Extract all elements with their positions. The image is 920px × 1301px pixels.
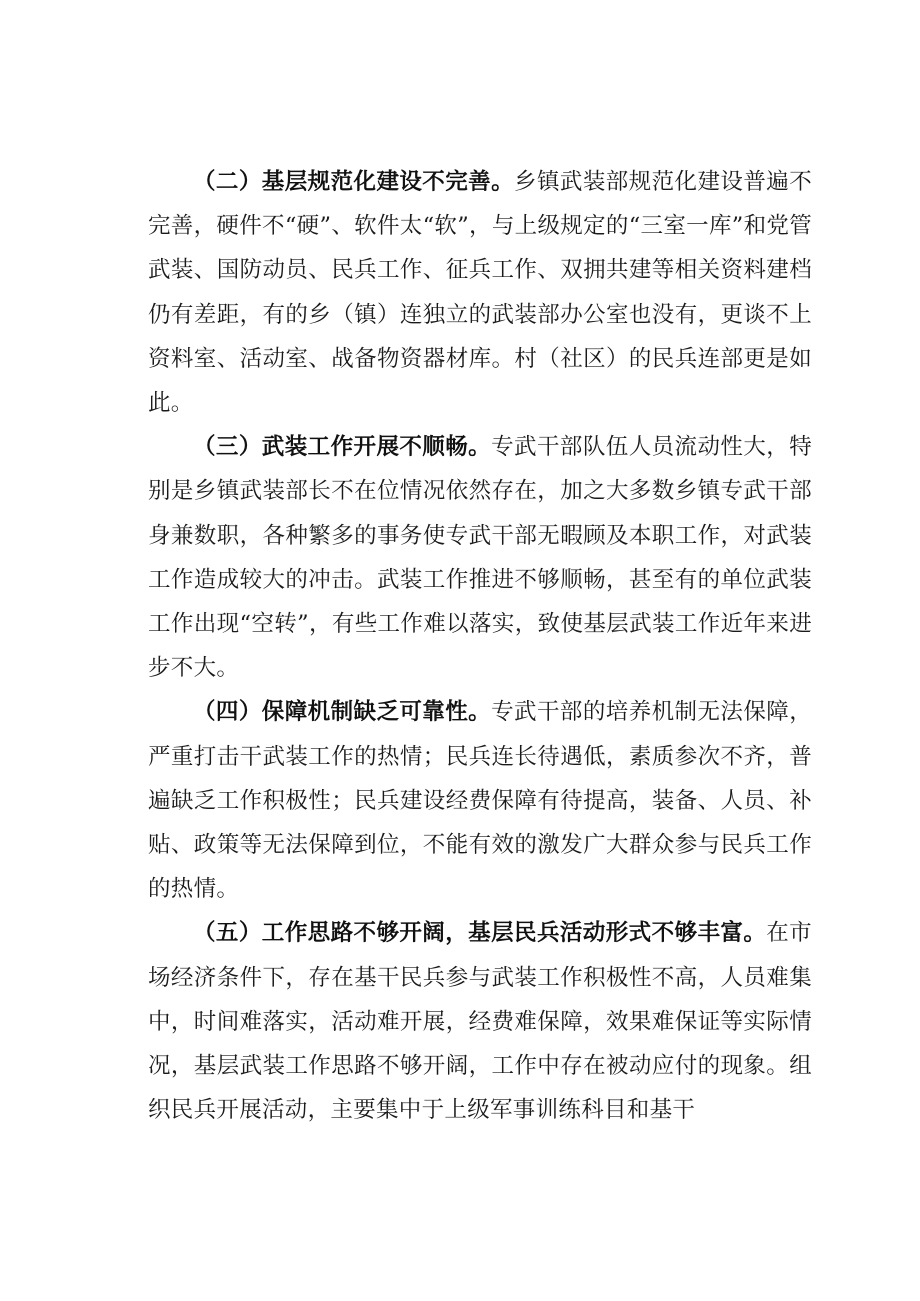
document-body: [148, 160, 812, 1132]
paragraph-4-text: 专武干部的培养机制无法保障，严重打击干武装工作的热情；民兵连长待遇低，素质参次不齐，普遍缺乏工作积极性；民兵建设经费保障有待提高，装备、人员、补贴、政策等无法保障到位，不能有效的激发广大群众参与民兵工作的热情。: [148, 699, 813, 903]
paragraph-2: [148, 160, 812, 425]
paragraph-3-text: 专武干部队伍人员流动性大，特别是乡镇武装部长不在位情况依然存在，加之大多数乡镇专武干部身兼数职，各种繁多的事务使专武干部无暇顾及本职工作，对武装工作造成较大的冲击。武装工作推进不够顺畅，甚至有的单位武装工作出现“空转”，有些工作难以落实，致使基层武装工作近年来进步不大。: [148, 434, 813, 682]
paragraph-2-text: 乡镇武装部规范化建设普遍不完善，硬件不“硬”、软件太“软”，与上级规定的“三室一库”和党管武装、国防动员、民兵工作、征兵工作、双拥共建等相关资料建档仍有差距，有的乡（镇）连独立的武装部办公室也没有，更谈不上资料室、活动室、战备物资器材库。村（社区）的民兵连部更是如此。: [148, 169, 812, 417]
paragraph-3-heading: （三）武装工作开展不顺畅。: [193, 434, 492, 461]
paragraph-5-heading: （五）工作思路不够开阔，基层民兵活动形式不够丰富。: [193, 920, 767, 947]
paragraph-4: [148, 690, 812, 911]
paragraph-2-heading: （二）基层规范化建设不完善。: [193, 169, 515, 195]
paragraph-5-text: 在市场经济条件下，存在基干民兵参与武装工作积极性不高，人员难集中，时间难落实，活动难开展，经费难保障，效果难保证等实际情况，基层武装工作思路不够开阔，工作中存在被动应付的现象。组织民兵开展活动，主要集中于上级军事训练科目和基干: [148, 920, 812, 1124]
paragraph-4-heading: （四）保障机制缺乏可靠性。: [193, 699, 492, 726]
paragraph-3: [148, 425, 812, 690]
paragraph-5: [148, 911, 812, 1132]
